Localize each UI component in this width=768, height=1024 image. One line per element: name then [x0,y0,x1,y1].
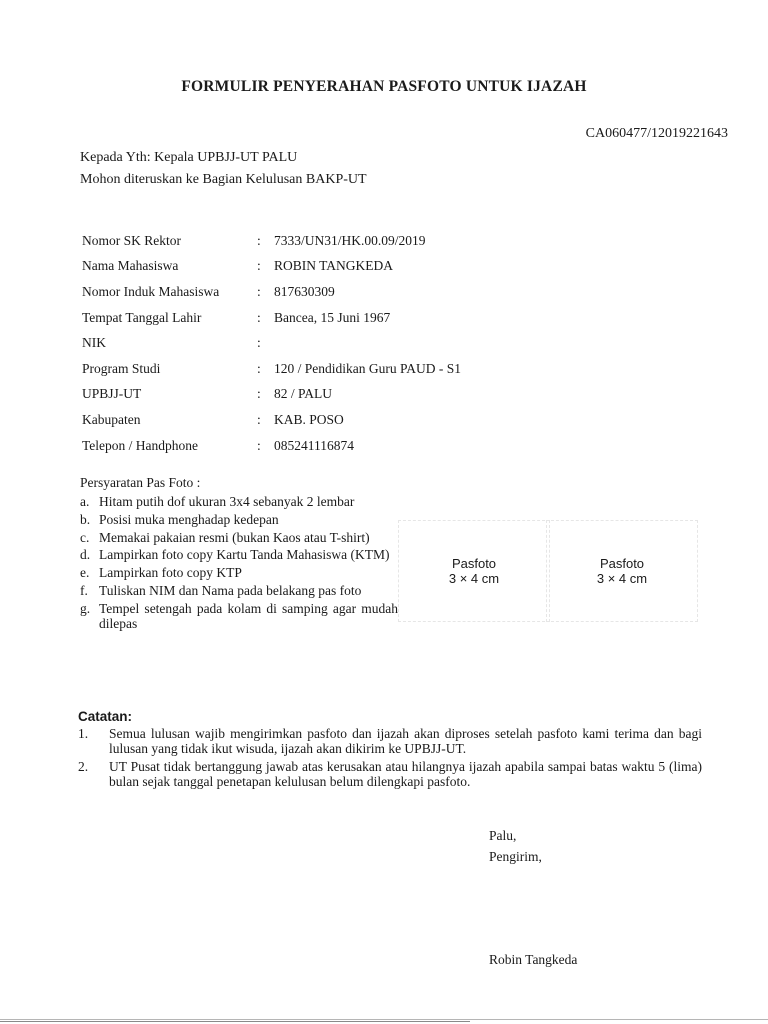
info-row-sk-rektor [82,228,461,254]
note-number: 1. [78,726,89,741]
list-marker: e. [80,565,90,581]
info-label: Nomor Induk Mahasiswa [82,283,220,299]
info-colon: : [257,283,261,299]
photo-size: 3 × 4 cm [448,571,500,586]
list-marker: f. [80,582,88,598]
info-value: ROBIN TANGKEDA [274,258,394,274]
list-marker: b. [80,511,91,527]
list-item [78,726,702,756]
photo-label: Pasfoto [599,556,645,571]
signer-name: Robin Tangkeda [489,952,578,967]
info-value: 085241116874 [274,437,354,453]
photo-size: 3 × 4 cm [596,571,648,586]
address-line-recipient: Kepada Yth: Kepala UPBJJ-UT PALU [80,150,298,165]
info-row-telepon [82,433,461,459]
info-label: UPBJJ-UT [82,386,142,402]
list-marker: d. [80,547,91,563]
scan-edge-line [0,1021,470,1022]
list-item-text: Posisi muka menghadap kedepan [99,511,279,527]
list-item-text: Hitam putih dof ukuran 3x4 sebanyak 2 lembar [99,494,355,509]
list-marker: c. [80,529,90,545]
scan-edge-line [0,1019,768,1020]
list-marker: a. [80,494,90,509]
list-item [80,583,398,599]
info-value: Bancea, 15 Juni 1967 [274,309,391,325]
list-item [78,759,702,789]
info-row-nik [82,330,461,356]
info-row-nama [82,254,461,280]
list-item-text: Memakai pakaian resmi (bukan Kaos atau T-shirt) [99,529,370,545]
info-colon: : [257,258,261,274]
info-row-upbjj [82,382,461,408]
list-marker: g. [80,600,91,616]
student-info [82,228,461,458]
info-label: Nama Mahasiswa [82,258,179,274]
info-label: Nomor SK Rektor [82,232,181,248]
info-row-kabupaten [82,407,461,433]
info-value: 120 / Pendidikan Guru PAUD - S1 [274,360,462,376]
list-item [80,565,398,581]
form-title: FORMULIR PENYERAHAN PASFOTO UNTUK IJAZAH [181,78,587,95]
info-value: 82 / PALU [274,386,333,402]
signature-role: Pengirim, [489,849,542,864]
photo-requirements [80,474,398,634]
address-block [80,147,367,191]
requirements-list [80,494,398,632]
list-item [80,530,398,546]
document-code: CA060477/12019221643 [585,126,728,141]
list-item-text: Tempel setengah pada kolam di samping agar mudah dilepas [99,600,398,632]
info-value: KAB. POSO [274,411,344,427]
photo-placeholder-1 [398,520,550,622]
info-value: 817630309 [274,283,335,299]
info-colon: : [257,335,261,351]
requirements-title: Persyaratan Pas Foto : [80,475,201,490]
info-row-ttl [82,305,461,331]
list-item [80,601,398,632]
list-item [80,494,398,510]
info-label: Tempat Tanggal Lahir [82,309,202,325]
info-colon: : [257,232,261,248]
photo-label: Pasfoto [451,556,497,571]
list-item [80,512,398,528]
note-text: Semua lulusan wajib mengirimkan pasfoto dan ijazah akan diproses setelah pasfoto kami terima dan bagi lulusan yang tidak ikut wisuda, ijazah akan dikirim ke UPBJJ-UT. [109,726,702,756]
address-line-forward: Mohon diteruskan ke Bagian Kelulusan BAKP-UT [80,172,367,187]
notes-title: Catatan: [78,709,133,724]
info-colon: : [257,411,261,427]
info-row-nim [82,279,461,305]
photo-placeholder-2 [546,520,698,622]
signature-block [489,825,542,867]
signature-place: Palu, [489,828,517,843]
info-colon: : [257,386,261,402]
note-text: UT Pusat tidak bertanggung jawab atas kerusakan atau hilangnya ijazah apabila sampai batas waktu 5 (lima) bulan sejak tanggal penetapan kelulusan belum dilengkapi pasfoto. [109,759,702,789]
list-item-text: Tuliskan NIM dan Nama pada belakang pas foto [99,582,362,598]
list-item-text: Lampirkan foto copy Kartu Tanda Mahasiswa (KTM) [99,547,390,563]
info-label: Telepon / Handphone [82,437,199,453]
notes-section [78,709,702,792]
list-item-text: Lampirkan foto copy KTP [99,565,242,581]
info-colon: : [257,309,261,325]
list-item [80,547,398,563]
info-label: Kabupaten [82,411,141,427]
info-label: Program Studi [82,360,161,376]
info-colon: : [257,360,261,376]
info-label: NIK [82,335,106,351]
info-value: 7333/UN31/HK.00.09/2019 [274,232,426,248]
note-number: 2. [78,759,89,774]
info-row-program-studi [82,356,461,382]
info-colon: : [257,437,261,453]
